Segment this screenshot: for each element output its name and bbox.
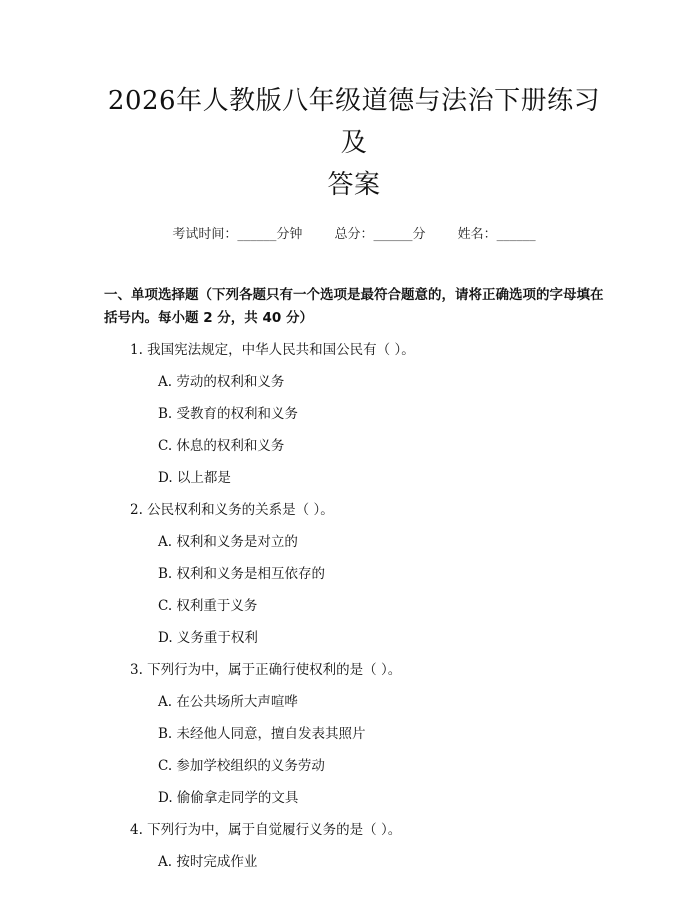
exam-meta <box>104 224 604 246</box>
option-a: A. 在公共场所大声喧哗 <box>158 694 298 710</box>
question-text: 4. 下列行为中，属于自觉履行义务的是（ ）。 <box>130 822 402 838</box>
title-line-1: 2026年人教版八年级道德与法治下册练习及 <box>107 86 601 158</box>
option-b: B. 受教育的权利和义务 <box>158 406 299 422</box>
option-d: D. 义务重于权利 <box>158 630 258 646</box>
option-a: A. 按时完成作业 <box>158 854 258 870</box>
option-c: C. 参加学校组织的义务劳动 <box>158 758 325 774</box>
question-3 <box>130 660 604 808</box>
name-field: 姓名：______ <box>457 227 536 242</box>
option-d: D. 以上都是 <box>158 470 231 486</box>
option-a: A. 劳动的权利和义务 <box>158 374 285 390</box>
question-text: 3. 下列行为中，属于正确行使权利的是（ ）。 <box>130 662 402 678</box>
question-1 <box>130 340 604 488</box>
question-list <box>104 340 604 872</box>
option-b: B. 未经他人同意，擅自发表其照片 <box>158 726 366 742</box>
exam-time-field: 考试时间：______分钟 <box>172 227 303 242</box>
option-d: D. 偷偷拿走同学的文具 <box>158 790 299 806</box>
document-title <box>104 80 604 206</box>
section-heading-single-choice: 一、单项选择题（下列各题只有一个选项是最符合题意的，请将正确选项的字母填在括号内。每小题 2 分，共 40 分） <box>104 287 604 326</box>
question-text: 1. 我国宪法规定，中华人民共和国公民有（ ）。 <box>130 342 415 358</box>
total-score-field: 总分：______分 <box>334 227 426 242</box>
option-a: A. 权利和义务是对立的 <box>158 534 298 550</box>
option-c: C. 权利重于义务 <box>158 598 258 614</box>
question-2 <box>130 500 604 648</box>
title-line-2: 答案 <box>327 170 381 200</box>
option-b: B. 权利和义务是相互依存的 <box>158 566 326 582</box>
option-c: C. 休息的权利和义务 <box>158 438 285 454</box>
question-4 <box>130 820 604 872</box>
question-text: 2. 公民权利和义务的关系是（ ）。 <box>130 502 334 518</box>
